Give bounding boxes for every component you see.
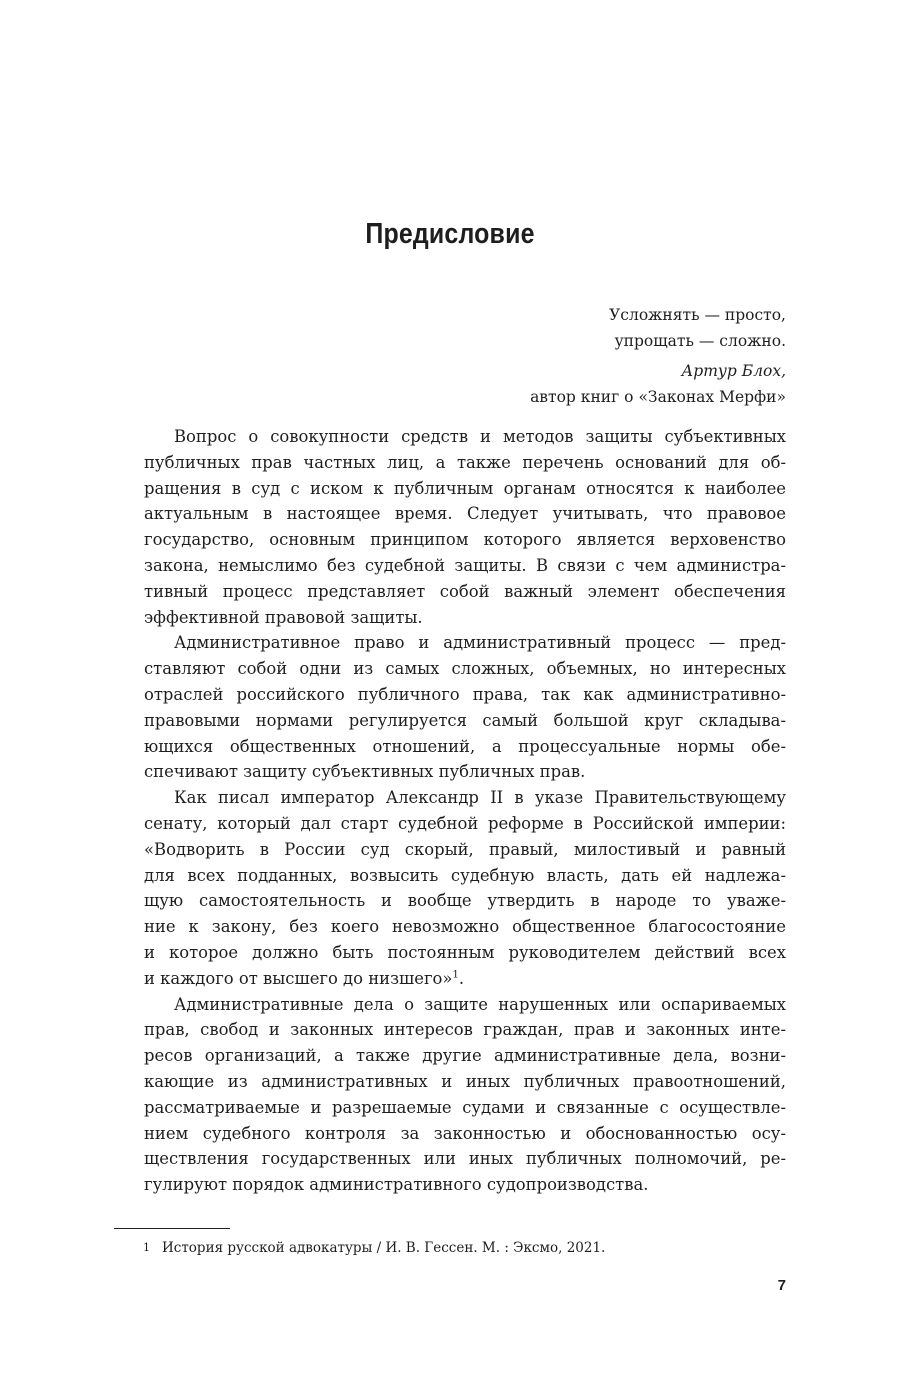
text-line: правовыми нормами регулируется самый большой круг складыва- <box>144 710 786 730</box>
text-line: Вопрос о совокупности средств и методов защиты субъективных <box>174 427 786 446</box>
text-line: отраслей российского публичного права, так как административно- <box>144 684 786 704</box>
text-line: сенату, который дал старт судебной реформе в Российской империи: <box>144 813 786 833</box>
text-line: Административные дела о защите нарушенных или оспариваемых <box>174 994 786 1014</box>
paragraph <box>114 992 786 1198</box>
text-line: кающие из административных и иных публичных правоотношений, <box>144 1071 786 1091</box>
paragraph <box>114 630 786 785</box>
epigraph-line: Усложнять — просто, <box>609 306 786 324</box>
text-line: спечивают защиту субъективных публичных прав. <box>144 762 586 782</box>
page-number: 7 <box>777 1277 786 1294</box>
text-line: ние к закону, без коего невозможно общественное благосостояние <box>144 917 786 937</box>
text-line: гулируют порядок административного судопроизводства. <box>144 1175 649 1195</box>
footnote <box>143 1238 605 1258</box>
text-line: эффективной правовой защиты. <box>144 607 423 627</box>
text-line: актуальным в настоящее время. Следует учитывать, что правовое <box>144 504 786 524</box>
page-title: Предисловие <box>365 218 535 250</box>
text-line: для всех подданных, возвысить судебную власть, дать ей надлежа- <box>144 865 786 885</box>
text-line: ющихся общественных отношений, а процессуальные нормы обе- <box>144 736 786 756</box>
epigraph-author-description: автор книг о «Законах Мерфи» <box>530 388 786 406</box>
footnote-number: 1 <box>143 1241 150 1254</box>
text-line: публичных прав частных лиц, а также перечень оснований для об- <box>144 452 786 472</box>
epigraph-author: Артур Блох, <box>681 362 786 380</box>
footnote-divider <box>114 1228 230 1229</box>
epigraph-line: упрощать — сложно. <box>614 332 786 350</box>
text-line: Административное право и административный процесс — пред- <box>174 633 786 653</box>
text-line: ставляют собой одни из самых сложных, объемных, но интересных <box>144 659 786 679</box>
text-line: ществления государственных или иных публичных полномочий, ре- <box>144 1149 786 1169</box>
text-line-with-footnote: и каждого от высшего до низшего»$^1$. <box>144 968 465 988</box>
text-line: щую самостоятельность и вообще утвердить в народе то уважe- <box>144 891 786 911</box>
text-line: государство, основным принципом которого является верховенство <box>144 530 786 550</box>
body-text <box>114 424 786 1198</box>
text-line: ресов организаций, а также другие административные дела, возни- <box>144 1046 786 1066</box>
text-line: «Водворить в России суд скорый, правый, милостивый и равный <box>144 839 786 859</box>
text-line: прав, свобод и законных интересов граждан, прав и законных инте- <box>144 1020 786 1040</box>
epigraph <box>530 302 786 410</box>
text-line: закона, немыслимо без судебной защиты. В связи с чем администра- <box>144 555 786 575</box>
footnote-reference[interactable]: 1 <box>452 969 459 981</box>
text-line: тивный процесс представляет собой важный элемент обеспечения <box>144 581 786 601</box>
text-line: ращения в суд с иском к публичным органам относятся к наиболее <box>144 478 786 498</box>
text-line: рассматриваемые и разрешаемые судами и связанные с осуществле- <box>144 1097 786 1117</box>
footnote-text: История русской адвокатуры / И. В. Гессен. М. : Эксмо, 2021. <box>162 1240 606 1256</box>
text-line: и каждого от высшего до низшего» <box>144 968 453 988</box>
text-line: нием судебного контроля за законностью и обоснованностью осу- <box>144 1123 786 1143</box>
text-line: Как писал император Александр II в указе Правительствующему <box>174 788 786 808</box>
paragraph <box>114 785 786 991</box>
paragraph <box>114 424 786 630</box>
text-line: и которое должно быть постоянным руководителем действий всех <box>144 942 786 962</box>
